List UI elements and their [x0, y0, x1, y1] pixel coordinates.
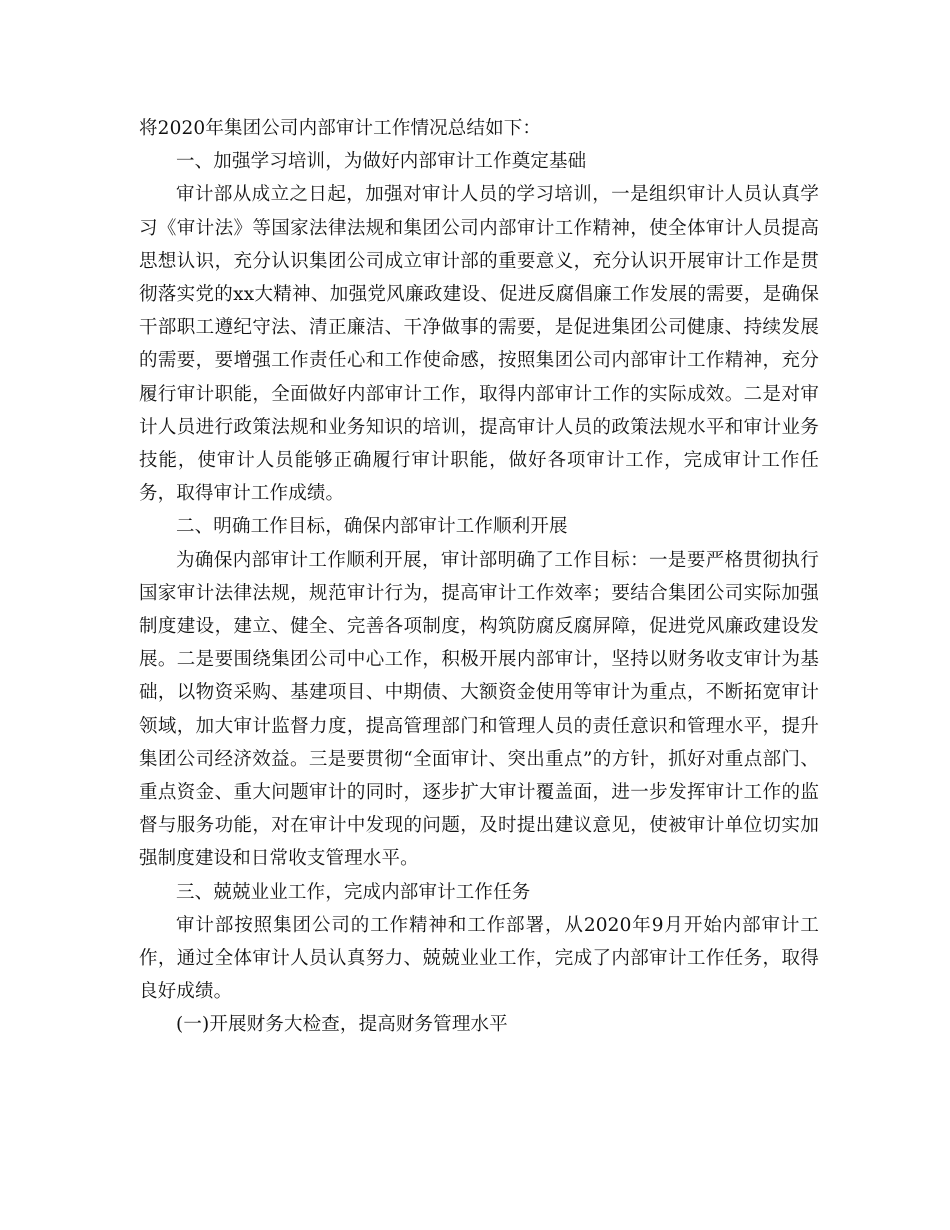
paragraph-section-1: 审计部从成立之日起，加强对审计人员的学习培训，一是组织审计人员认真学习《审计法》等国家法律法规和集团公司内部审计工作精神，使全体审计人员提高思想认识，充分认识集团公司成立审计部的重要意义，充分认识开展审计工作是贯彻落实党的xx大精神、加强党风廉政建设、促进反腐倡廉工作发展的需要，是确保干部职工遵纪守法、清正廉洁、干净做事的需要，是促进集团公司健康、持续发展的需要，要增强工作责任心和工作使命感，按照集团公司内部审计工作精神，充分履行审计职能，全面做好内部审计工作，取得内部审计工作的实际成效。二是对审计人员进行政策法规和业务知识的培训，提高审计人员的政策法规水平和审计业务技能，使审计人员能够正确履行审计职能，做好各项审计工作，完成审计工作任务，取得审计工作成绩。 — [139, 184, 819, 505]
section-heading-2: 二、明确工作目标，确保内部审计工作顺利开展 — [176, 516, 568, 538]
paragraph-section-2: 为确保内部审计工作顺利开展，审计部明确了工作目标：一是要严格贯彻执行国家审计法律法规，规范审计行为，提高审计工作效率；要结合集团公司实际加强制度建设，建立、健全、完善各项制度，构筑防腐反腐屏障，促进党风廉政建设发展。二是要围绕集团公司中心工作，积极开展内部审计，坚持以财务收支审计为基础，以物资采购、基建项目、中期债、大额资金使用等审计为重点，不断拓宽审计领域，加大审计监督力度，提高管理部门和管理人员的责任意识和管理水平，提升集团公司经济效益。三是要贯彻“全面审计、突出重点”的方针，抓好对重点部门、重点资金、重大问题审计的同时，逐步扩大审计覆盖面，进一步发挥审计工作的监督与服务功能，对在审计中发现的问题，及时提出建议意见，使被审计单位切实加强制度建设和日常收支管理水平。 — [139, 549, 819, 870]
paragraph-intro: 将2020年集团公司内部审计工作情况总结如下： — [139, 118, 542, 139]
section-heading-3: 三、兢兢业业工作，完成内部审计工作任务 — [176, 881, 531, 903]
paragraph-section-3: 审计部按照集团公司的工作精神和工作部署，从2020年9月开始内部审计工作，通过全体审计人员认真努力、兢兢业业工作，完成了内部审计工作任务，取得良好成绩。 — [139, 914, 819, 1003]
document-body — [139, 112, 819, 1042]
section-heading-1: 一、加强学习培训，为做好内部审计工作奠定基础 — [176, 151, 587, 173]
subsection-heading-1: (一)开展财务大检查，提高财务管理水平 — [176, 1014, 508, 1036]
